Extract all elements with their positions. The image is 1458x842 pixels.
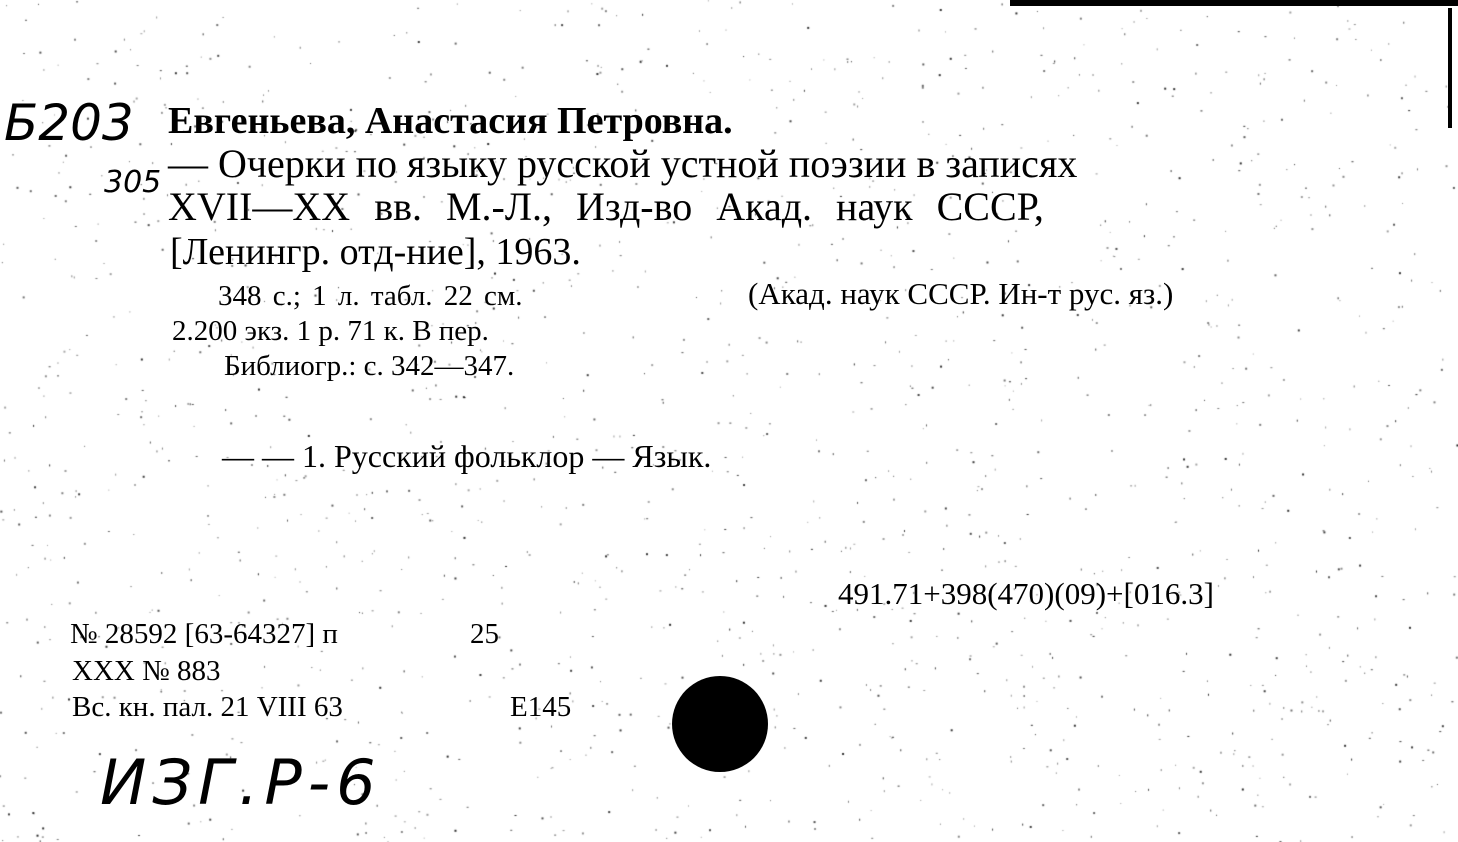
punch-hole	[672, 676, 768, 772]
card-edge-right	[1448, 8, 1452, 128]
call-number: Б203	[4, 94, 134, 152]
title-line-3: [Ленингр. отд-ние], 1963.	[170, 231, 581, 273]
chamber-number: XXX № 883	[72, 655, 221, 687]
call-sub-number: 305	[104, 165, 162, 200]
chamber-date: Вс. кн. пал. 21 VIII 63	[72, 691, 343, 723]
title-line-1: — Очерки по языку русской устной поэзии в записях	[168, 141, 1078, 186]
handwritten-shelf-mark: ИЗГ.Р-6	[100, 746, 382, 819]
chamber-code: Е145	[510, 691, 572, 723]
record-count: 25	[470, 618, 499, 650]
subject-heading: — — 1. Русский фольклор — Язык.	[222, 438, 712, 474]
author-heading: Евгеньева, Анастасия Петровна.	[168, 100, 733, 142]
title-line-2: XVII—XX вв. М.-Л., Изд-во Акад. наук СССР,	[168, 184, 1044, 229]
price-binding: 2.200 экз. 1 р. 71 к. В пер.	[172, 315, 489, 347]
series-statement: (Акад. наук СССР. Ин-т рус. яз.)	[748, 276, 1174, 311]
classification-index: 491.71+398(470)(09)+[016.3]	[838, 576, 1214, 611]
bibliography-note: Библиогр.: с. 342—347.	[224, 350, 515, 382]
record-number: № 28592 [63-64327] п	[70, 618, 338, 650]
collation: 348 с.; 1 л. табл. 22 см.	[218, 280, 523, 312]
card-edge-top	[1010, 0, 1458, 6]
